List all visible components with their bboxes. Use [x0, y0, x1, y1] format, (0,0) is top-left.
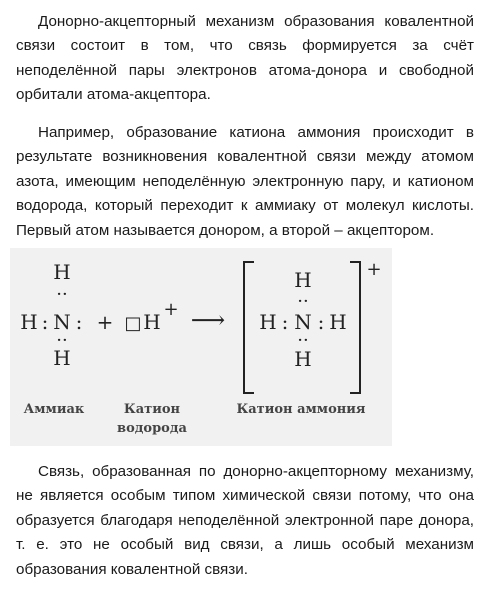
ammonia-top-pair: ·· — [56, 284, 68, 305]
ammonium-left-pair: : — [281, 310, 289, 334]
ammonium-structure — [244, 259, 382, 393]
right-bracket — [350, 262, 360, 393]
plus-sign: + — [96, 310, 114, 334]
paragraph-example-text: Например, образование катиона аммония происходит в результате возникновения ковалентной связи между атомом азота, имеющим неподелённую электронную пару, и катионом водорода, который переходит к аммиаку от молекул кислоты. Первый атом называется донором, а второй – акцептором. — [16, 124, 474, 239]
ammonium-right-pair: : — [317, 310, 325, 334]
ammonia-bottom-pair: ·· — [56, 330, 68, 351]
ammonia-left-h: H — [20, 310, 38, 334]
ammonia-left-pair: : — [41, 310, 49, 334]
ammonium-bottom-pair: ·· — [297, 330, 309, 351]
ammonia-structure — [20, 260, 82, 370]
caption-ammonium: Катион аммония — [236, 402, 366, 417]
ammonia-top-h: H — [53, 260, 71, 284]
reaction-scheme — [10, 248, 392, 446]
paragraph-definition — [16, 10, 474, 108]
ammonium-top-h: H — [294, 268, 312, 292]
ammonium-right-h: H — [329, 310, 347, 334]
proton — [124, 299, 178, 334]
ammonium-top-pair: ·· — [297, 291, 309, 312]
paragraph-conclusion — [16, 460, 474, 582]
ammonium-bottom-h: H — [294, 347, 312, 371]
paragraph-conclusion-text: Связь, образованная по донорно-акцепторному механизму, не является особым типом химической связи потому, что она образуется благодаря неподелённой электронной паре донора, т. е. это не особый вид связи, а лишь особый механизм образования ковалентной связи. — [16, 463, 474, 578]
caption-ammonia: Аммиак — [23, 402, 85, 417]
ammonia-n: N — [53, 310, 71, 334]
reaction-arrow: ⟶ — [190, 306, 226, 334]
left-bracket — [244, 262, 254, 393]
paragraph-definition-text: Донорно-акцепторный механизм образования ковалентной связи состоит в том, что связь формируется за счёт неподелённой пары электронов атома-донора и свободной орбитали атома-акцептора. — [16, 13, 474, 104]
caption-cation-line2: водорода — [117, 421, 187, 436]
ammonia-lone-pair: : — [75, 310, 83, 334]
paragraph-example — [16, 121, 474, 243]
proton-charge: + — [163, 299, 179, 320]
ammonium-left-h: H — [259, 310, 277, 334]
caption-cation-line1: Катион — [123, 402, 181, 417]
ammonia-bottom-h: H — [53, 346, 71, 370]
ammonium-charge: + — [366, 259, 382, 280]
empty-orbital: □ — [124, 313, 142, 334]
ammonium-n: N — [294, 310, 312, 334]
proton-h: H — [143, 310, 161, 334]
ammonium-formation-figure — [10, 248, 392, 446]
